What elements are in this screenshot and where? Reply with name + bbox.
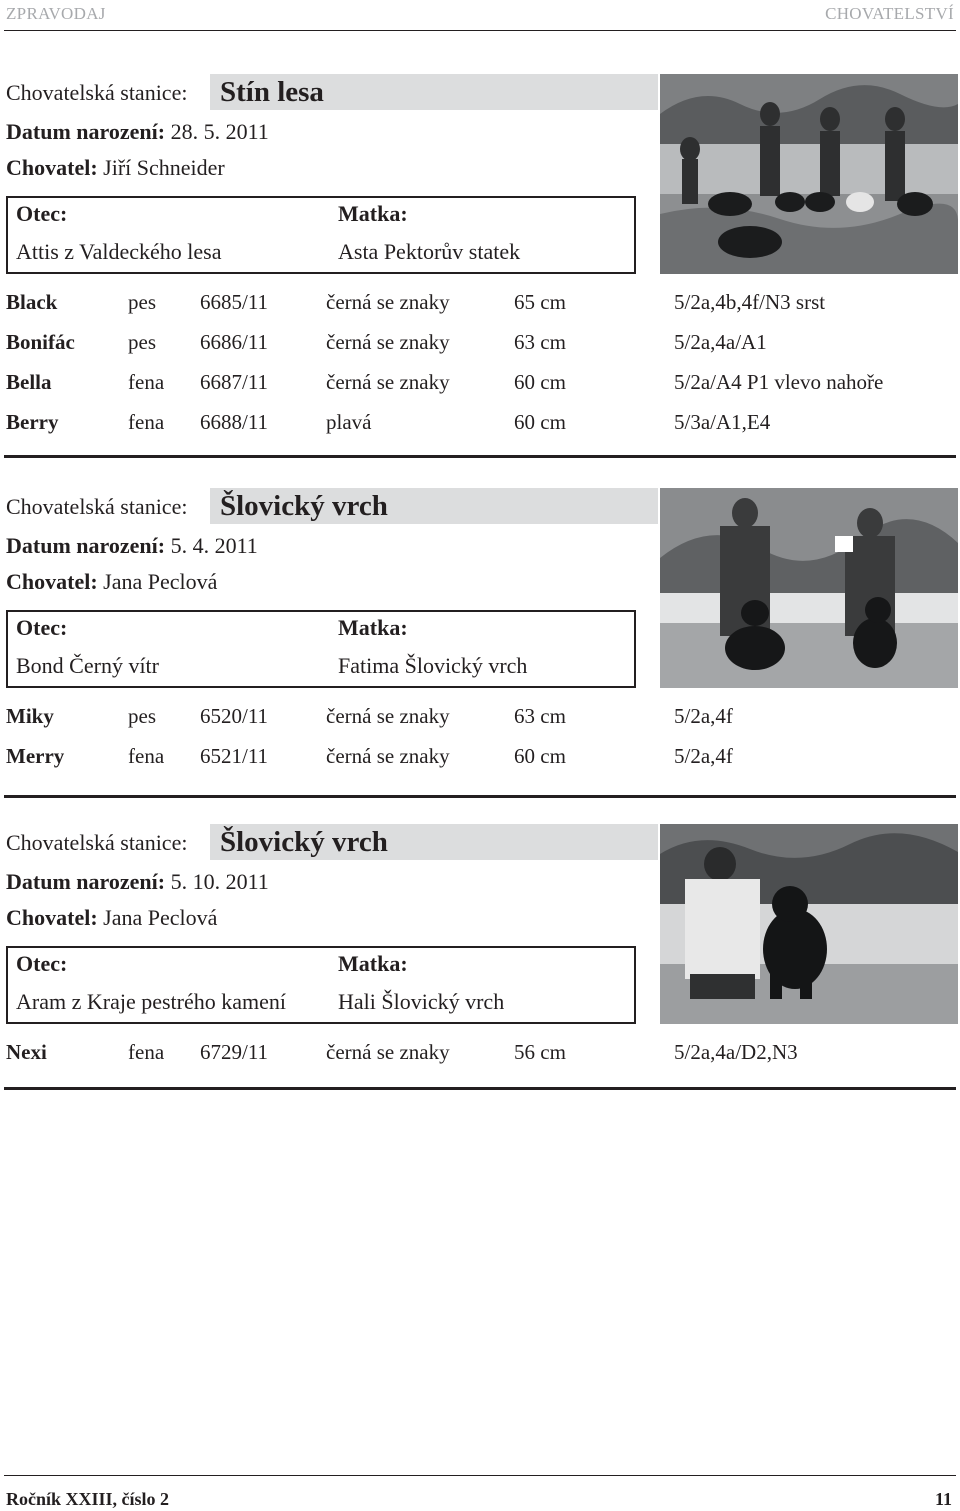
- dog-note: 5/2a,4a/D2,N3: [674, 1040, 798, 1064]
- station-label: Chovatelská stanice:: [6, 80, 188, 105]
- dog-row: [0, 290, 960, 330]
- dog-reg-number: 6686/11: [200, 330, 269, 354]
- dog-note: 5/2a,4a/A1: [674, 330, 767, 354]
- dog-height: 63 cm: [514, 330, 566, 354]
- dog-color: černá se znaky: [326, 330, 450, 354]
- father-label: Otec:: [16, 615, 68, 640]
- dog-note: 5/2a,4f: [674, 704, 733, 728]
- footer-rule: [4, 1475, 956, 1476]
- dog-sex: fena: [128, 1040, 165, 1064]
- dog-reg-number: 6521/11: [200, 744, 269, 768]
- father-value: Aram z Kraje pestrého kamení: [16, 989, 286, 1014]
- dog-reg-number: 6685/11: [200, 290, 269, 314]
- birth-date-label: Datum narození:: [6, 533, 166, 558]
- dog-color: černá se znaky: [326, 744, 450, 768]
- mother-label: Matka:: [338, 951, 408, 976]
- mother-label: Matka:: [338, 615, 408, 640]
- dog-sex: pes: [128, 330, 156, 354]
- dog-height: 65 cm: [514, 290, 566, 314]
- station-name: Šlovický vrch: [220, 490, 388, 522]
- dog-height: 60 cm: [514, 744, 566, 768]
- station-row: [0, 824, 660, 860]
- station-label: Chovatelská stanice:: [6, 494, 188, 519]
- issue-label: Ročník XXIII, číslo 2: [6, 1489, 170, 1509]
- dog-row: [0, 330, 960, 370]
- dog-height: 56 cm: [514, 1040, 566, 1064]
- breeder-label: Chovatel:: [6, 155, 98, 180]
- dog-color: černá se znaky: [326, 1040, 450, 1064]
- father-value: Bond Černý vítr: [16, 653, 159, 678]
- dog-name: Merry: [6, 744, 65, 768]
- birth-date-label: Datum narození:: [6, 119, 166, 144]
- mother-value: Hali Šlovický vrch: [338, 989, 505, 1014]
- section-divider: [4, 455, 956, 458]
- breeder-value: Jana Peclová: [103, 905, 218, 930]
- dogs-with-owners-photo: [660, 74, 958, 274]
- station-name-bar: [210, 488, 658, 524]
- page-header: [0, 0, 960, 32]
- station-row: [0, 488, 660, 524]
- dog-name: Miky: [6, 704, 54, 728]
- station-name-bar: [210, 74, 658, 110]
- station-name: Šlovický vrch: [220, 826, 388, 858]
- dog-row: [0, 410, 960, 450]
- dog-name: Nexi: [6, 1040, 47, 1064]
- station-name-bar: [210, 824, 658, 860]
- birth-date-line: [6, 869, 269, 895]
- mother-label: Matka:: [338, 201, 408, 226]
- page-footer: [0, 1475, 960, 1511]
- father-label: Otec:: [16, 951, 68, 976]
- birth-date-line: [6, 533, 258, 559]
- dog-color: černá se znaky: [326, 704, 450, 728]
- dog-color: plavá: [326, 410, 372, 434]
- birth-date-value: 28. 5. 2011: [170, 119, 269, 144]
- birth-date-value: 5. 4. 2011: [170, 533, 258, 558]
- dog-height: 63 cm: [514, 704, 566, 728]
- dog-note: 5/2a/A4 P1 vlevo nahoře: [674, 370, 884, 394]
- dog-name: Berry: [6, 410, 59, 434]
- section-divider: [4, 795, 956, 798]
- header-title-right: CHOVATELSTVÍ: [825, 4, 954, 23]
- parents-box: [6, 196, 636, 274]
- parents-box: [6, 946, 636, 1024]
- woman-with-dog-photo: [660, 824, 958, 1024]
- station-label: Chovatelská stanice:: [6, 830, 188, 855]
- dog-color: černá se znaky: [326, 290, 450, 314]
- mother-value: Fatima Šlovický vrch: [338, 653, 528, 678]
- breeder-value: Jiří Schneider: [103, 155, 225, 180]
- dog-sex: fena: [128, 410, 165, 434]
- dog-row: [0, 744, 960, 784]
- breeder-label: Chovatel:: [6, 905, 98, 930]
- breeder-line: [6, 905, 217, 931]
- birth-date-line: [6, 119, 269, 145]
- dog-color: černá se znaky: [326, 370, 450, 394]
- dog-reg-number: 6729/11: [200, 1040, 269, 1064]
- station-name: Stín lesa: [220, 76, 324, 108]
- breeder-line: [6, 569, 217, 595]
- dog-reg-number: 6687/11: [200, 370, 269, 394]
- dog-row: [0, 1040, 960, 1080]
- dog-name: Bonifác: [6, 330, 75, 354]
- breeder-value: Jana Peclová: [103, 569, 218, 594]
- breeder-label: Chovatel:: [6, 569, 98, 594]
- birth-date-label: Datum narození:: [6, 869, 166, 894]
- parents-box: [6, 610, 636, 688]
- dog-sex: fena: [128, 744, 165, 768]
- dog-reg-number: 6520/11: [200, 704, 269, 728]
- mother-value: Asta Pektorův statek: [338, 239, 521, 264]
- section-divider: [4, 1087, 956, 1090]
- page-number: 11: [934, 1489, 952, 1509]
- header-title-left: ZPRAVODAJ: [6, 4, 106, 23]
- dog-row: [0, 704, 960, 744]
- breeder-line: [6, 155, 225, 181]
- dog-sex: pes: [128, 704, 156, 728]
- father-value: Attis z Valdeckého lesa: [16, 239, 222, 264]
- dog-sex: fena: [128, 370, 165, 394]
- dog-name: Black: [6, 290, 58, 314]
- father-label: Otec:: [16, 201, 68, 226]
- dog-note: 5/2a,4b,4f/N3 srst: [674, 290, 826, 314]
- dog-sex: pes: [128, 290, 156, 314]
- dog-reg-number: 6688/11: [200, 410, 269, 434]
- dog-name: Bella: [6, 370, 52, 394]
- dog-row: [0, 370, 960, 410]
- station-row: [0, 74, 660, 110]
- dog-height: 60 cm: [514, 410, 566, 434]
- header-rule: [4, 30, 956, 31]
- two-handlers-with-dogs-photo: [660, 488, 958, 688]
- dog-height: 60 cm: [514, 370, 566, 394]
- dog-note: 5/3a/A1,E4: [674, 410, 771, 434]
- dog-note: 5/2a,4f: [674, 744, 733, 768]
- birth-date-value: 5. 10. 2011: [170, 869, 269, 894]
